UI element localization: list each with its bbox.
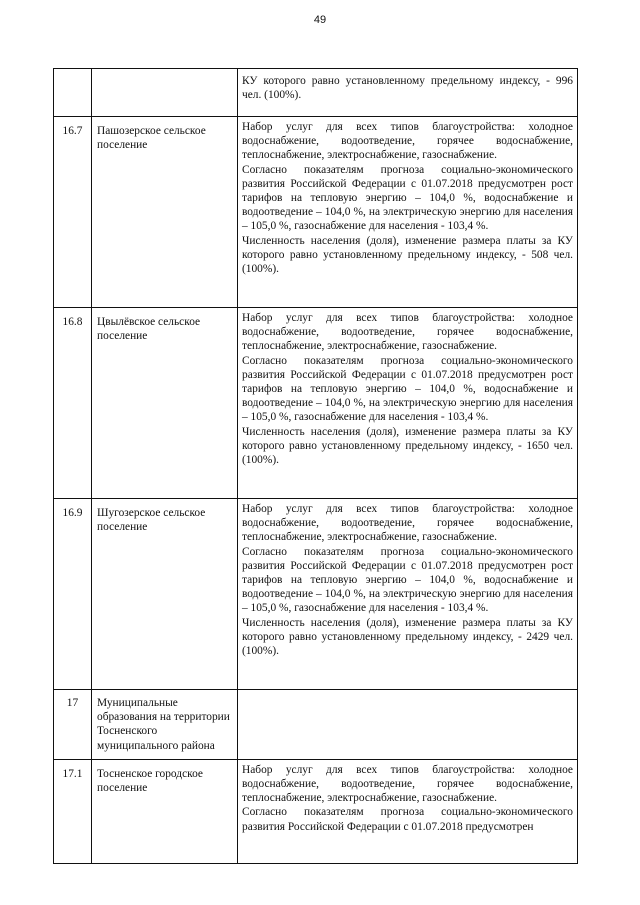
row-description	[238, 690, 578, 760]
table-row	[54, 499, 578, 690]
row-number: 17.1	[54, 759, 92, 863]
row-number: 17	[54, 690, 92, 760]
page-number: 49	[313, 14, 327, 26]
row-number: 16.7	[54, 117, 92, 308]
row-description	[238, 308, 578, 499]
row-description	[238, 69, 578, 117]
description-paragraph: Набор услуг для всех типов благоустройства: холодное водоснабжение, водоотведение, горячее водоснабжение, теплоснабжение, электроснабжение, газоснабжение.	[242, 121, 573, 162]
municipality-name: Шугозерское сельское поселение	[92, 499, 238, 690]
table-row	[54, 308, 578, 499]
description-paragraph: Численность населения (доля), изменение размера платы за КУ которого равно установленному предельному индексу, - 1650 чел. (100%).	[242, 425, 573, 467]
table-row	[54, 759, 578, 863]
description-paragraph: Согласно показателям прогноза социально-экономического развития Российской Федерации с 01.07.2018 предусмотрен рост тарифов на тепловую энергию – 104,0 %, водоснабжение и водоотведение – 104,0 %, на электрическую энергию для населения – 105,0 %, газоснабжение для населения - 103,4 %.	[242, 163, 573, 233]
table-row	[54, 690, 578, 760]
row-description	[238, 499, 578, 690]
description-paragraph: Набор услуг для всех типов благоустройства: холодное водоснабжение, водоотведение, горячее водоснабжение, теплоснабжение, электроснабжение, газоснабжение.	[242, 763, 573, 805]
table-row	[54, 69, 578, 117]
municipality-name: Тосненское городское поселение	[92, 759, 238, 863]
row-number	[54, 69, 92, 117]
table-row	[54, 117, 578, 308]
municipality-name: Муниципальные образования на территории Тосненского муниципального района	[92, 690, 238, 760]
municipality-name: Пашозерское сельское поселение	[92, 117, 238, 308]
municipality-name	[92, 69, 238, 117]
row-description	[238, 117, 578, 308]
description-paragraph: Согласно показателям прогноза социально-экономического развития Российской Федерации с 01.07.2018 предусмотрен рост тарифов на тепловую энергию – 104,0 %, водоснабжение и водоотведение – 104,0 %, на электрическую энергию для населения – 105,0 %, газоснабжение для населения - 103,4 %.	[242, 545, 573, 615]
description-paragraph: Набор услуг для всех типов благоустройства: холодное водоснабжение, водоотведение, горячее водоснабжение, теплоснабжение, электроснабжение, газоснабжение.	[242, 312, 573, 353]
description-paragraph: КУ которого равно установленному предельному индексу, - 996 чел. (100%).	[242, 75, 573, 102]
row-number: 16.9	[54, 499, 92, 690]
description-paragraph: Согласно показателям прогноза социально-экономического развития Российской Федерации с 01.07.2018 предусмотрен	[242, 806, 573, 833]
row-description	[238, 759, 578, 863]
description-paragraph: Набор услуг для всех типов благоустройства: холодное водоснабжение, водоотведение, горячее водоснабжение, теплоснабжение, электроснабжение, газоснабжение.	[242, 503, 573, 544]
description-paragraph: Согласно показателям прогноза социально-экономического развития Российской Федерации с 01.07.2018 предусмотрен рост тарифов на тепловую энергию – 104,0 %, водоснабжение и водоотведение – 104,0 %, на электрическую энергию для населения – 105,0 %, газоснабжение для населения - 103,4 %.	[242, 354, 573, 424]
tariff-table	[53, 68, 578, 864]
municipality-name: Цвылёвское сельское поселение	[92, 308, 238, 499]
description-paragraph: Численность населения (доля), изменение размера платы за КУ которого равно установленному предельному индексу, - 2429 чел. (100%).	[242, 616, 573, 658]
row-number: 16.8	[54, 308, 92, 499]
description-paragraph: Численность населения (доля), изменение размера платы за КУ которого равно установленному предельному индексу, - 508 чел. (100%).	[242, 234, 573, 276]
